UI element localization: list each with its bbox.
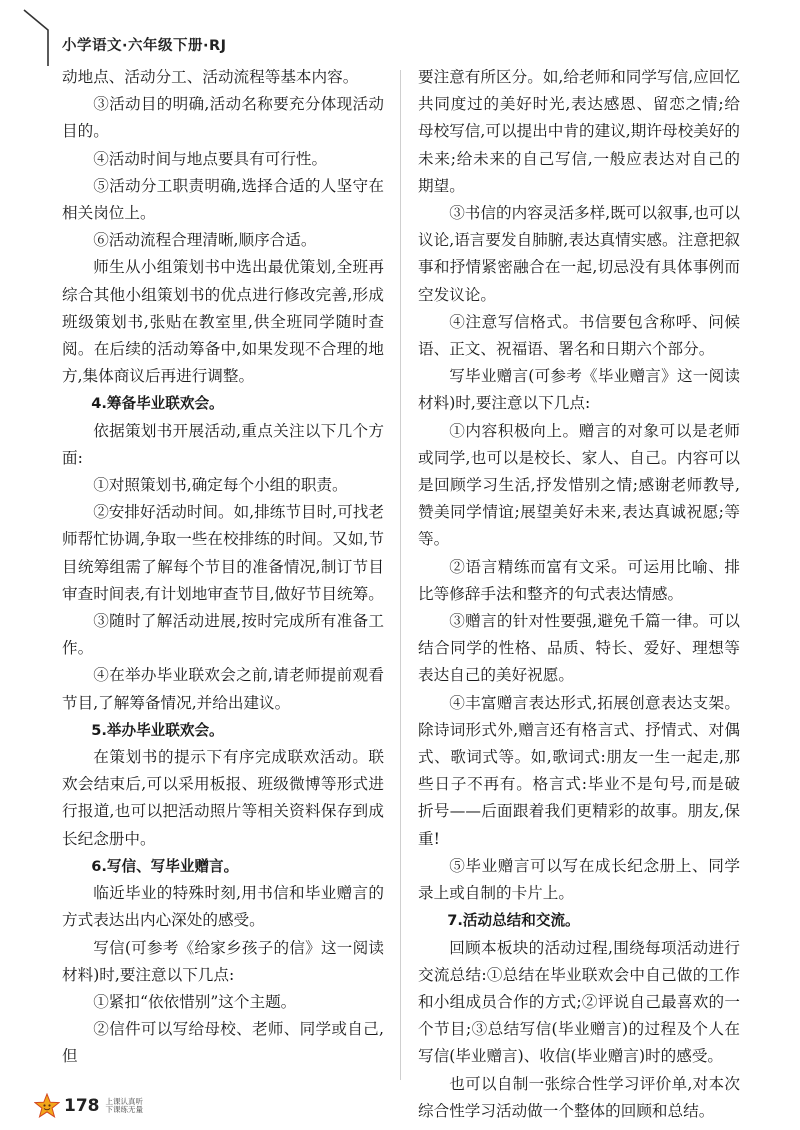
slogan-line-1: 上课认真听	[105, 1096, 143, 1106]
left-paragraph: 依据策划书开展活动,重点关注以下几个方面:	[62, 421, 384, 467]
corner-bracket-decoration	[22, 8, 52, 68]
right-paragraph: ①内容积极向上。赠言的对象可以是老师或同学,也可以是校长、家人、自己。内容可以是回顾学习生活,抒发惜别之情;感谢老师教导,赞美同学情谊;展望美好未来,表达真诚祝愿;等等。	[418, 421, 740, 549]
left-section-heading: 6.写信、写毕业赠言。	[91, 857, 239, 875]
right-paragraph: 也可以自制一张综合性学习评价单,对本次综合性学习活动做一个整体的回顾和总结。	[418, 1074, 740, 1120]
right-paragraph: 要注意有所区分。如,给老师和同学写信,应回忆共同度过的美好时光,表达感恩、留恋之情;给母校写信,可以提出中肯的建议,期许母校美好的未来;给未来的自己写信,一般应表达对自己的期望。	[418, 68, 740, 195]
left-paragraph: ④活动时间与地点要具有可行性。	[93, 149, 328, 168]
right-section-heading: 7.活动总结和交流。	[447, 912, 580, 930]
left-paragraph: ①对照策划书,确定每个小组的职责。	[93, 476, 348, 495]
left-section-heading: 4.筹备毕业联欢会。	[91, 395, 224, 413]
left-paragraph: ③随时了解活动进展,按时完成所有准备工作。	[62, 612, 384, 658]
right-column	[418, 64, 740, 1125]
right-paragraph: ⑤毕业赠言可以写在成长纪念册上、同学录上或自制的卡片上。	[418, 856, 740, 903]
right-paragraph: ③赠言的针对性要强,避免千篇一律。可以结合同学的性格、品质、特长、爱好、理想等表达自己的美好祝愿。	[418, 612, 740, 685]
right-paragraph: ③书信的内容灵活多样,既可以叙事,也可以议论,语言要发自肺腑,表达真情实感。注意把叙事和抒情紧密融合在一起,切忌没有具体事例而空发议论。	[418, 204, 740, 304]
left-column	[62, 64, 384, 1071]
page-number: 178	[64, 1096, 100, 1116]
left-paragraph: ②安排好活动时间。如,排练节目时,可找老师帮忙协调,争取一些在校排练的时间。又如,节目统筹组需了解每个节目的准备情况,制订节目审查时间表,有计划地审查节目,做好节目统筹。	[62, 503, 384, 603]
slogan	[106, 1098, 144, 1115]
page-footer	[34, 1090, 143, 1122]
column-divider	[400, 70, 401, 1080]
left-section-heading: 5.举办毕业联欢会。	[91, 721, 224, 739]
star-icon	[34, 1093, 60, 1119]
running-head: 小学语文·六年级下册·RJ	[62, 38, 227, 54]
left-paragraph: 在策划书的提示下有序完成联欢活动。联欢会结束后,可以采用板报、班级微博等形式进行报道,也可以把活动照片等相关资料保存到成长纪念册中。	[62, 748, 384, 848]
left-paragraph: 动地点、活动分工、活动流程等基本内容。	[62, 68, 359, 86]
left-paragraph: 临近毕业的特殊时刻,用书信和毕业赠言的方式表达出内心深处的感受。	[62, 884, 384, 930]
right-paragraph: ④注意写信格式。书信要包含称呼、问候语、正文、祝福语、署名和日期六个部分。	[418, 312, 740, 359]
left-paragraph: ②信件可以写给母校、老师、同学或自己,但	[62, 1020, 384, 1066]
right-paragraph: ②语言精练而富有文采。可运用比喻、排比等修辞手法和整齐的句式表达情感。	[418, 557, 740, 603]
left-paragraph: 写信(可参考《给家乡孩子的信》这一阅读材料)时,要注意以下几点:	[62, 938, 384, 984]
left-paragraph: ⑤活动分工职责明确,选择合适的人坚守在相关岗位上。	[62, 176, 384, 223]
left-paragraph: 师生从小组策划书中选出最优策划,全班再综合其他小组策划书的优点进行修改完善,形成班级策划书,张贴在教室里,供全班同学随时查阅。在后续的活动筹备中,如果发现不合理的地方,集体商议后再进行调整。	[62, 258, 384, 386]
left-paragraph: ④在举办毕业联欢会之前,请老师提前观看节目,了解筹备情况,并给出建议。	[62, 666, 384, 712]
left-paragraph: ①紧扣“依依惜别”这个主题。	[93, 992, 297, 1011]
left-paragraph: ③活动目的明确,活动名称要充分体现活动目的。	[62, 95, 384, 141]
left-paragraph: ⑥活动流程合理清晰,顺序合适。	[93, 231, 317, 250]
right-paragraph: ④丰富赠言表达形式,拓展创意表达支架。除诗词形式外,赠言还有格言式、抒情式、对偶式、歌词式等。如,歌词式:朋友一生一起走,那些日子不再有。格言式:毕业不是句号,而是破折号——后面跟着我们更精彩的故事。朋友,保重!	[418, 693, 740, 848]
slogan-line-2: 下课练无量	[105, 1105, 143, 1114]
right-paragraph: 回顾本板块的活动过程,围绕每项活动进行交流总结:①总结在毕业联欢会中自己做的工作和小组成员合作的方式;②评说自己最喜欢的一个节目;③总结写信(毕业赠言)的过程及个人在写信(毕业赠言)、收信(毕业赠言)时的感受。	[418, 938, 740, 1066]
right-paragraph: 写毕业赠言(可参考《毕业赠言》这一阅读材料)时,要注意以下几点:	[418, 367, 740, 413]
